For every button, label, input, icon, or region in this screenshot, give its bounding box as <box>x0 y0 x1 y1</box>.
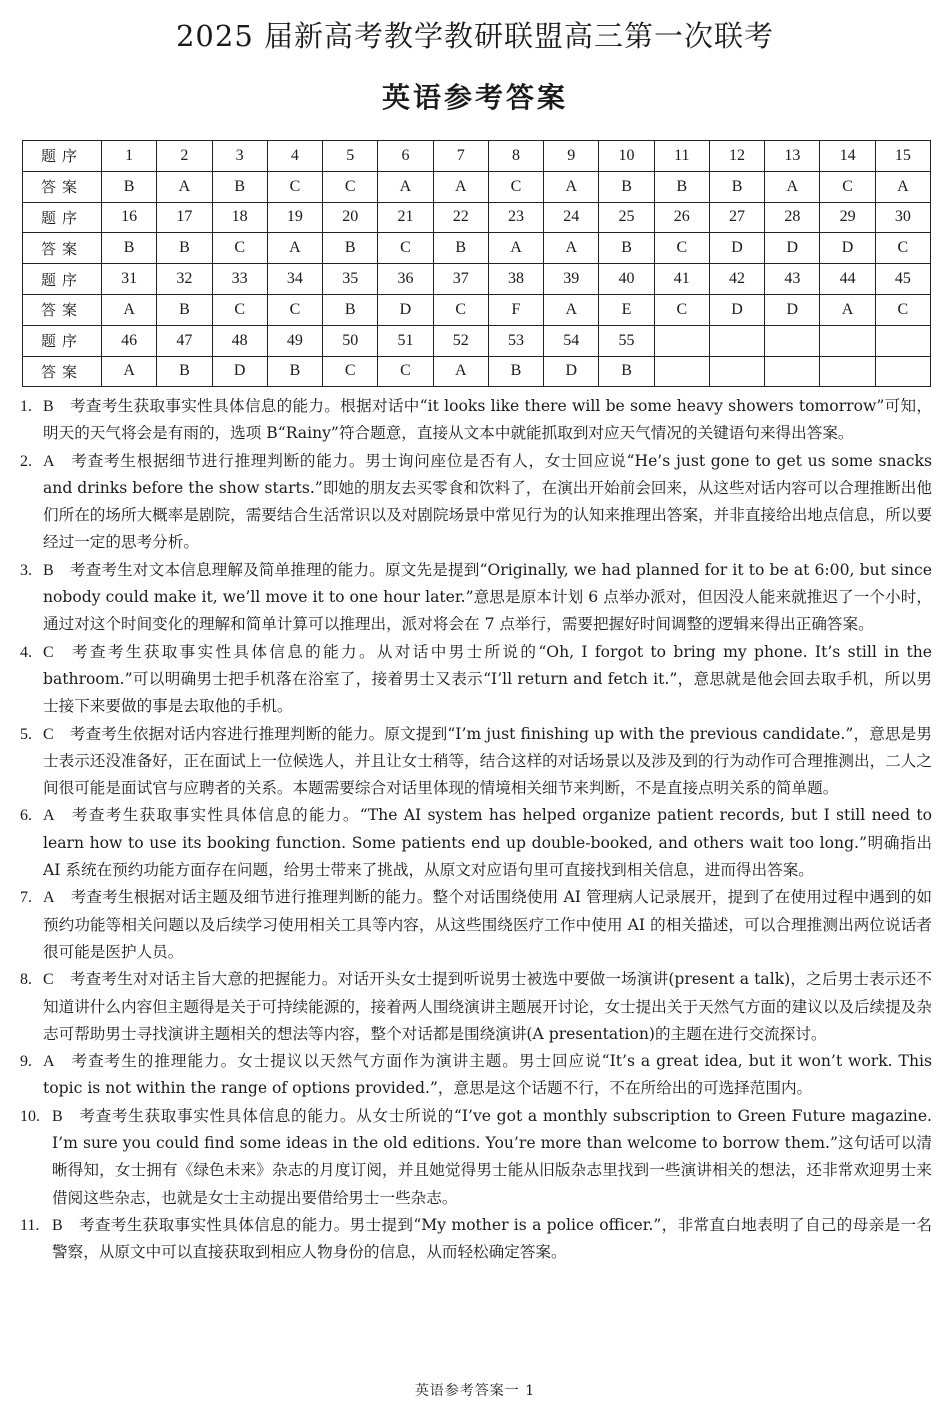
answer-table <box>22 140 931 387</box>
question-number-cell <box>820 325 875 356</box>
question-number-cell: 54 <box>544 325 599 356</box>
question-number-cell: 26 <box>654 202 709 233</box>
answer-cell: D <box>765 233 820 264</box>
explanation-item <box>20 802 932 884</box>
explanation-item <box>20 1103 932 1212</box>
answer-cell: D <box>212 356 267 387</box>
answer-cell: A <box>544 294 599 325</box>
question-number-cell: 11 <box>654 141 709 172</box>
answer-cell: B <box>599 356 654 387</box>
explanation-number: 1. <box>20 398 32 415</box>
answer-cell: A <box>433 356 488 387</box>
answer-cell: C <box>875 294 930 325</box>
question-number-cell: 6 <box>378 141 433 172</box>
question-number-cell <box>654 325 709 356</box>
explanation-answer: B <box>52 1216 63 1234</box>
answer-cell: A <box>102 294 157 325</box>
page-footer: 英语参考答案一 1 <box>414 1383 536 1399</box>
explanation-item <box>20 966 932 1048</box>
explanation-item <box>20 884 932 966</box>
question-number-cell: 31 <box>102 264 157 295</box>
answer-cell: B <box>599 171 654 202</box>
row-label: 答案 <box>23 356 102 387</box>
answer-cell: C <box>875 233 930 264</box>
question-number-cell: 44 <box>820 264 875 295</box>
question-number-cell: 42 <box>709 264 764 295</box>
row-label: 题序 <box>23 264 102 295</box>
explanation-text: 考查考生获取事实性具体信息的能力。根据对话中“it looks like there will be some heavy showers tomorrow”可知，明天的天气将会是有雨的，选项 B“Rainy”符合题意，直接从文本中就能抓取到对应天气情况的关键语句来得出答案。 <box>43 397 932 443</box>
answer-cell: B <box>212 171 267 202</box>
explanation-answer: C <box>43 971 54 989</box>
answer-cell: D <box>378 294 433 325</box>
question-number-cell: 3 <box>212 141 267 172</box>
answer-cell: D <box>709 294 764 325</box>
question-number-cell: 5 <box>323 141 378 172</box>
question-number-cell <box>709 325 764 356</box>
question-number-cell: 43 <box>765 264 820 295</box>
answer-cell: C <box>267 294 322 325</box>
question-number-cell: 25 <box>599 202 654 233</box>
question-number-cell: 30 <box>875 202 930 233</box>
explanation-item <box>20 1212 932 1267</box>
explanation-answer: C <box>43 725 54 743</box>
explanation-text: 考查考生的推理能力。女士提议以天然气方面作为演讲主题。男士回应说“It’s a great idea, but it won’t work. This topic is not within the range of options provided.”，意思是这个话题不行，不在所给出的可选择范围内。 <box>43 1052 932 1098</box>
row-label: 题序 <box>23 202 102 233</box>
row-label: 答案 <box>23 294 102 325</box>
answer-cell: D <box>709 233 764 264</box>
question-number-row <box>23 202 931 233</box>
answer-cell: A <box>267 233 322 264</box>
explanation-number: 10. <box>20 1107 40 1125</box>
explanation-number: 3. <box>20 561 32 579</box>
answer-cell: D <box>765 294 820 325</box>
question-number-cell: 8 <box>488 141 543 172</box>
question-number-cell: 48 <box>212 325 267 356</box>
explanation-number: 8. <box>20 971 32 989</box>
answer-cell: A <box>157 171 212 202</box>
question-number-cell: 33 <box>212 264 267 295</box>
explanation-answer: A <box>43 1053 55 1071</box>
answer-cell: B <box>433 233 488 264</box>
question-number-cell: 9 <box>544 141 599 172</box>
explanation-answer: A <box>43 452 55 470</box>
answer-cell: C <box>433 294 488 325</box>
explanation-text: 考查考生获取事实性具体信息的能力。从女士所说的“I’ve got a monthly subscription to Green Future magazine. I’m sure you could find some ideas in the old editions. You’re more than welcome to borrow them.”这句话可以清晰得知，女士拥有《绿色未来》杂志的月度订阅，并且她觉得男士能从旧版杂志里找到一些演讲相关的想法，还非常欢迎男士来借阅这些杂志，也就是女士主动提出要借给男士一些杂志。 <box>52 1106 932 1207</box>
answer-cell: C <box>323 171 378 202</box>
explanation-answer: B <box>43 398 54 415</box>
answer-cell: B <box>709 171 764 202</box>
answer-row <box>23 233 931 264</box>
question-number-cell: 2 <box>157 141 212 172</box>
question-number-cell: 18 <box>212 202 267 233</box>
answer-cell <box>820 356 875 387</box>
answer-cell: C <box>820 171 875 202</box>
answer-cell: A <box>378 171 433 202</box>
answer-cell: B <box>102 233 157 264</box>
question-number-cell: 7 <box>433 141 488 172</box>
answer-cell: B <box>599 233 654 264</box>
answer-cell: A <box>875 171 930 202</box>
question-number-cell: 49 <box>267 325 322 356</box>
explanation-answer: A <box>43 807 55 825</box>
question-number-cell: 19 <box>267 202 322 233</box>
explanation-text: 考查考生依据对话内容进行推理判断的能力。原文提到“I’m just finishing up with the previous candidate.”，意思是男士表示还没准备好，正在面试上一位候选人，并且让女士稍等，结合这样的对话场景以及涉及到的行为动作可合理推测出，二人之间很可能是面试官与应聘者的关系。本题需要综合对话里体现的情境相关细节来判断，不是直接点明关系的简单题。 <box>43 724 932 798</box>
explanation-text: 考查考生获取事实性具体信息的能力。“The AI system has helped organize patient records, but I still need to learn how to use its booking function. Some patients end up double-booked, and others wait too long.”明确指出 AI 系统在预约功能方面存在问题，给男士带来了挑战，从原文对应语句里可直接找到相关信息，进而得出答案。 <box>43 806 932 880</box>
explanation-text: 考查考生根据对话主题及细节进行推理判断的能力。整个对话围绕使用 AI 管理病人记录展开，提到了在使用过程中遇到的如预约功能等相关问题以及后续学习使用相关工具等内容，从这些围绕医疗工作中使用 AI 的相关描述，可以合理推测出两位说话者很可能是医护人员。 <box>43 888 932 961</box>
explanation-item <box>20 557 932 639</box>
question-number-cell: 22 <box>433 202 488 233</box>
question-number-cell <box>875 325 930 356</box>
answer-cell: B <box>157 294 212 325</box>
explanation-text: 考查考生获取事实性具体信息的能力。从对话中男士所说的“Oh, I forgot to bring my phone. It’s still in the bathroom.”可以明确男士把手机落在浴室了，接着男士又表示“I’ll return and fetch it.”，意思就是他会回去取手机，所以男士接下来要做的事是去取他的手机。 <box>43 642 932 716</box>
question-number-cell: 29 <box>820 202 875 233</box>
question-number-cell: 15 <box>875 141 930 172</box>
answer-row <box>23 171 931 202</box>
question-number-cell: 23 <box>488 202 543 233</box>
question-number-cell: 28 <box>765 202 820 233</box>
explanation-text: 考查考生根据细节进行推理判断的能力。男士询问座位是否有人，女士回应说“He’s just gone to get us some snacks and drinks before the show starts.”即她的朋友去买零食和饮料了，在演出开始前会回来，从这些对话内容可以合理推断出他们所在的场所大概率是剧院，需要结合生活常识以及对剧院场景中常见行为的认知来推理出答案，并非直接给出地点信息，所以要经过一定的思考分析。 <box>43 451 932 552</box>
document-title: 2025 届新高考教学教研联盟高三第一次联考 <box>175 19 775 53</box>
question-number-cell: 39 <box>544 264 599 295</box>
answer-cell: C <box>212 294 267 325</box>
question-number-row <box>23 325 931 356</box>
explanation-number: 6. <box>20 807 32 825</box>
explanation-answer: C <box>43 643 54 661</box>
question-number-cell: 45 <box>875 264 930 295</box>
answer-cell: C <box>654 294 709 325</box>
answer-cell: B <box>157 356 212 387</box>
question-number-cell: 41 <box>654 264 709 295</box>
question-number-cell: 10 <box>599 141 654 172</box>
answer-cell: B <box>654 171 709 202</box>
question-number-cell: 47 <box>157 325 212 356</box>
question-number-cell: 20 <box>323 202 378 233</box>
question-number-cell: 21 <box>378 202 433 233</box>
answer-cell: C <box>267 171 322 202</box>
explanation-number: 5. <box>20 725 32 743</box>
explanation-text: 考查考生获取事实性具体信息的能力。男士提到“My mother is a police officer.”，非常直白地表明了自己的母亲是一名警察，从原文中可以直接获取到相应人物身份的信息，从而轻松确定答案。 <box>52 1215 932 1262</box>
question-number-cell: 36 <box>378 264 433 295</box>
answer-cell: A <box>488 233 543 264</box>
answer-cell: B <box>157 233 212 264</box>
answer-cell: C <box>323 356 378 387</box>
question-number-cell: 27 <box>709 202 764 233</box>
answer-cell: A <box>544 233 599 264</box>
explanation-item <box>20 639 932 721</box>
answer-cell: E <box>599 294 654 325</box>
answer-cell: F <box>488 294 543 325</box>
explanation-number: 2. <box>20 452 32 470</box>
explanation-text: 考查考生对文本信息理解及简单推理的能力。原文先是提到“Originally, we had planned for it to be at 6:00, but since nobody could make it, we’ll move it to one hour later.”意思是原本计划 6 点举办派对，但因没人能来就推迟了一个小时，通过对这个时间变化的理解和简单计算可以推理出，派对将会在 7 点举行，需要把握好时间调整的逻辑来得出正确答案。 <box>43 560 932 634</box>
question-number-cell: 1 <box>102 141 157 172</box>
question-number-cell: 17 <box>157 202 212 233</box>
question-number-cell: 40 <box>599 264 654 295</box>
answer-row <box>23 356 931 387</box>
question-number-cell: 16 <box>102 202 157 233</box>
row-label: 答案 <box>23 233 102 264</box>
explanation-item <box>20 1048 932 1103</box>
answer-cell: C <box>378 233 433 264</box>
answer-cell <box>875 356 930 387</box>
answer-cell: A <box>433 171 488 202</box>
explanation-number: 11. <box>20 1216 40 1234</box>
answer-cell: B <box>323 294 378 325</box>
row-label: 题序 <box>23 325 102 356</box>
question-number-cell: 38 <box>488 264 543 295</box>
question-number-cell: 50 <box>323 325 378 356</box>
document-subtitle: 英语参考答案 <box>381 81 568 114</box>
answer-cell: D <box>820 233 875 264</box>
explanation-number: 4. <box>20 643 32 661</box>
explanation-item <box>20 721 932 803</box>
explanation-answer: B <box>43 561 54 579</box>
explanation-answer: B <box>52 1107 63 1125</box>
row-label: 题序 <box>23 141 102 172</box>
question-number-cell: 51 <box>378 325 433 356</box>
explanation-item <box>20 393 932 448</box>
answer-row <box>23 294 931 325</box>
answer-cell: B <box>267 356 322 387</box>
question-number-cell: 32 <box>157 264 212 295</box>
answer-cell: A <box>102 356 157 387</box>
answer-cell <box>765 356 820 387</box>
question-number-row <box>23 264 931 295</box>
explanation-number: 9. <box>20 1053 32 1071</box>
explanation-text: 考查考生对对话主旨大意的把握能力。对话开头女士提到听说男士被选中要做一场演讲(present a talk)，之后男士表示还不知道讲什么内容但主题得是关于可持续能源的，接着两人围绕演讲主题展开讨论，女士提出关于天然气方面的建议以及后续提及杂志可帮助男士寻找演讲主题相关的想法等内容，整个对话都是围绕演讲(A presentation)的主题在进行交流探讨。 <box>43 970 932 1043</box>
question-number-row <box>23 141 931 172</box>
answer-cell: A <box>765 171 820 202</box>
answer-cell: B <box>323 233 378 264</box>
answer-cell: C <box>488 171 543 202</box>
question-number-cell: 37 <box>433 264 488 295</box>
explanation-answer: A <box>43 889 55 907</box>
row-label: 答案 <box>23 171 102 202</box>
question-number-cell: 34 <box>267 264 322 295</box>
answer-cell: C <box>378 356 433 387</box>
answer-cell: A <box>544 171 599 202</box>
question-number-cell: 4 <box>267 141 322 172</box>
explanation-number: 7. <box>20 889 32 907</box>
answer-cell: D <box>544 356 599 387</box>
question-number-cell: 55 <box>599 325 654 356</box>
answer-cell: B <box>102 171 157 202</box>
answer-cell: C <box>654 233 709 264</box>
answer-cell: A <box>820 294 875 325</box>
explanation-list <box>20 393 932 1267</box>
question-number-cell: 13 <box>765 141 820 172</box>
question-number-cell: 46 <box>102 325 157 356</box>
question-number-cell: 24 <box>544 202 599 233</box>
question-number-cell: 12 <box>709 141 764 172</box>
answer-cell: B <box>488 356 543 387</box>
question-number-cell: 53 <box>488 325 543 356</box>
answer-cell <box>654 356 709 387</box>
question-number-cell: 35 <box>323 264 378 295</box>
explanation-item <box>20 448 932 557</box>
answer-cell: C <box>212 233 267 264</box>
question-number-cell <box>765 325 820 356</box>
question-number-cell: 52 <box>433 325 488 356</box>
answer-cell <box>709 356 764 387</box>
question-number-cell: 14 <box>820 141 875 172</box>
